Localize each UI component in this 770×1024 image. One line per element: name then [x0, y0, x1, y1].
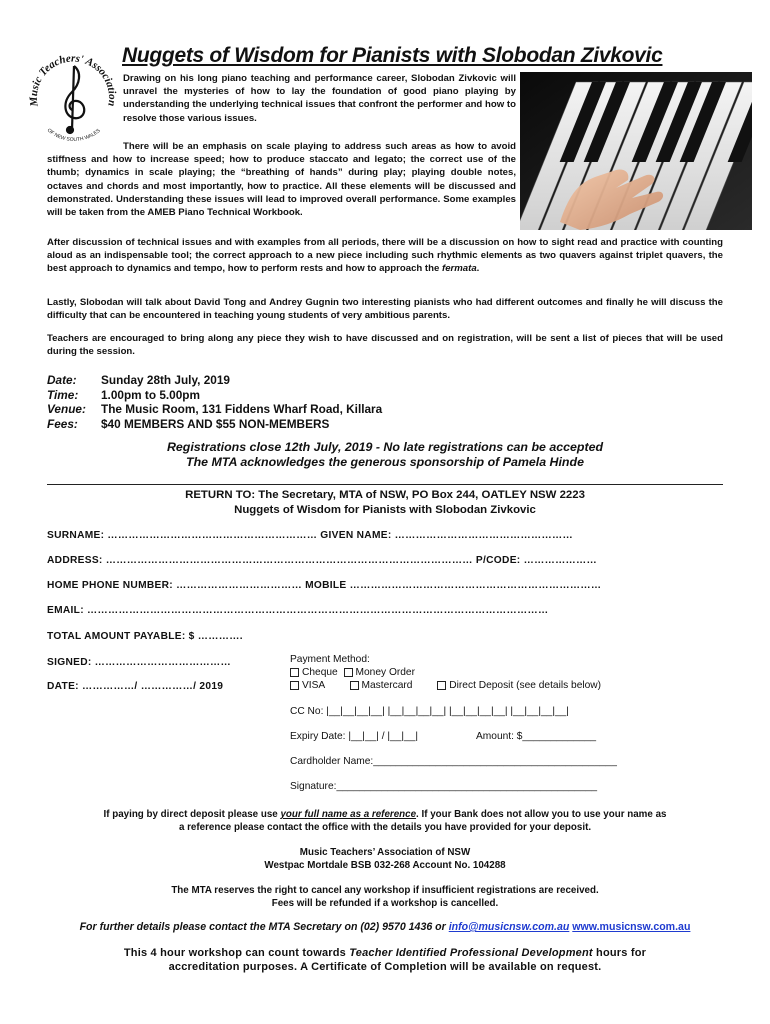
- date-field[interactable]: DATE: ……………/ ……………/ 2019: [47, 681, 224, 692]
- cancellation-policy: [0, 884, 770, 910]
- mastercard-label: Mastercard: [361, 680, 413, 691]
- ctpd-line1: [0, 946, 770, 960]
- contact-footer: [0, 921, 770, 933]
- cheque-checkbox[interactable]: [290, 668, 299, 677]
- phone-field[interactable]: HOME PHONE NUMBER: ……………………………… MOBILE ………………………………………………………………: [47, 580, 602, 591]
- detail-label: Date:: [47, 373, 77, 387]
- after-discussion-paragraph: [47, 236, 723, 276]
- registration-note: [0, 440, 770, 470]
- deposit-note-line1: [0, 808, 770, 821]
- registration-close: Registrations close 12th July, 2019 - No late registrations can be accepted: [166, 440, 604, 454]
- cancel-line1: The MTA reserves the right to cancel any workshop if insufficient registrations are received.: [171, 885, 599, 896]
- mta-logo: [24, 44, 122, 142]
- detail-label: Fees:: [47, 416, 78, 431]
- deposit-note-text-after: . If your Bank does not allow you to use your name as: [416, 809, 667, 820]
- direct-deposit-checkbox[interactable]: [437, 681, 446, 690]
- money-order-checkbox[interactable]: [344, 668, 353, 677]
- ctpd-text: This 4 hour workshop can count towards: [123, 947, 350, 959]
- expiry-field[interactable]: Expiry Date: |__|__| / |__|__|: [290, 731, 419, 742]
- logo-base-text: OF NEW SOUTH WALES: [45, 127, 102, 142]
- cheque-label: Cheque: [302, 667, 338, 678]
- money-order-label: Money Order: [355, 667, 415, 678]
- fermata-word: fermata: [442, 263, 477, 275]
- teachers-paragraph: Teachers are encouraged to bring along any piece they wish to have discussed and on registration, will be sent a list of pieces that will be used during the session.: [47, 333, 723, 358]
- return-address: [0, 488, 770, 517]
- email-link[interactable]: info@musicnsw.com.au: [448, 921, 570, 933]
- mastercard-checkbox[interactable]: [350, 681, 359, 690]
- detail-value: The Music Room, 131 Fiddens Wharf Road, Killara: [101, 402, 383, 417]
- after-discussion-text: After discussion of technical issues and with examples from all periods, there will be a discussion on how to sight read and practice with counting aloud as an indispensable tool; the correct approach to a new piece including such rhythmic elements as two quavers against triplet quavers, the best approach to dynamics and tempo, how to perform rests and how to approach the: [47, 237, 723, 275]
- cc-number-field[interactable]: CC No: |__|__|__|__| |__|__|__|__| |__|__|__|__| |__|__|__|__|: [290, 706, 569, 717]
- contact-text: For further details please contact the MTA Secretary on (02) 9570 1436 or: [79, 921, 449, 933]
- emphasis-paragraph: There will be an emphasis on scale playing to address such areas as how to avoid stiffness and how to increase speed; how to produce staccato and legato; the correct use of the thumb; dynamics in scale playing; the “breathing of hands” during play; playing double notes, octaves and chords and most importantly, how to practice. All these elements will be discussed and demonstrated. Understanding these issues will lead to improved overall performance. Some examples will be taken from the AMEB Piano Technical Workbook.: [47, 141, 516, 219]
- detail-row: [47, 402, 382, 417]
- piano-hand-image: [520, 72, 752, 230]
- cardholder-field[interactable]: Cardholder Name:___________________________________________: [290, 756, 617, 767]
- cancel-line2: Fees will be refunded if a workshop is cancelled.: [271, 898, 499, 909]
- address-field[interactable]: ADDRESS: …………………………………………………………………………………………… P/CODE: …………………: [47, 555, 598, 566]
- deposit-note-line2: a reference please contact the office with the details you have provided for your deposit.: [178, 822, 592, 833]
- payment-method-label: Payment Method:: [290, 654, 370, 665]
- detail-value: Sunday 28th July, 2019: [101, 373, 230, 387]
- payment-row-1: [290, 666, 415, 679]
- detail-label: Time:: [47, 387, 79, 402]
- detail-value: 1.00pm to 5.00pm: [101, 387, 201, 402]
- bank-account-details: Westpac Mortdale BSB 032-268 Account No. 104288: [264, 860, 506, 871]
- deposit-note: [0, 808, 770, 834]
- bank-details: [0, 846, 770, 872]
- payment-row-2: [290, 679, 601, 692]
- detail-value: $40 MEMBERS AND $55 NON-MEMBERS: [101, 416, 330, 431]
- logo-arc-text: Music Teachers' Association: [27, 52, 119, 108]
- bank-account-name: Music Teachers’ Association of NSW: [299, 847, 471, 858]
- ctpd-text-after: hours for: [592, 947, 647, 959]
- total-amount-field[interactable]: TOTAL AMOUNT PAYABLE: $ ………….: [47, 631, 243, 642]
- event-details: [47, 373, 382, 431]
- return-to: RETURN TO: The Secretary, MTA of NSW, PO Box 244, OATLEY NSW 2223: [185, 489, 585, 501]
- ctpd-emphasis: Teacher Identified Professional Development: [349, 947, 593, 959]
- email-field[interactable]: EMAIL: ……………………………………………………………………………………………………………………: [47, 605, 549, 616]
- deposit-note-text: If paying by direct deposit please use: [103, 809, 281, 820]
- detail-row: [47, 417, 382, 432]
- sponsorship-note: The MTA acknowledges the generous sponsorship of Pamela Hinde: [186, 455, 584, 469]
- detail-label: Venue:: [47, 402, 86, 417]
- visa-label: VISA: [302, 680, 325, 691]
- signature-field[interactable]: Signature:______________________________________________: [290, 781, 598, 792]
- after-discussion-end: .: [476, 263, 480, 275]
- deposit-reference-emphasis: your full name as a reference: [280, 809, 417, 820]
- website-link[interactable]: www.musicnsw.com.au: [572, 921, 691, 933]
- ctpd-line2: accreditation purposes. A Certificate of Completion will be available on request.: [168, 961, 602, 973]
- divider: [47, 484, 723, 485]
- intro-paragraph: Drawing on his long piano teaching and performance career, Slobodan Zivkovic will unravel the mysteries of how to lay the foundation of good piano playing by understanding the underlying technical issues that confront the performer and how to resolve those various issues.: [123, 73, 516, 124]
- treble-clef-icon: [65, 66, 84, 133]
- detail-row: [47, 388, 382, 403]
- page-title: Nuggets of Wisdom for Pianists with Slobodan Zivkovic: [122, 44, 663, 67]
- lastly-paragraph: Lastly, Slobodan will talk about David Tong and Andrey Gugnin two interesting pianists who had different outcomes and finally he will discuss the difficulty that can be encountered in teaching young students of very ambitious parents.: [47, 297, 723, 322]
- surname-field[interactable]: SURNAME: …………………………………………………… GIVEN NAME: ……………………………………………: [47, 530, 573, 541]
- form-subtitle: Nuggets of Wisdom for Pianists with Slobodan Zivkovic: [234, 503, 536, 516]
- signed-field[interactable]: SIGNED: …………………………………: [47, 657, 232, 668]
- amount-field[interactable]: Amount: $_____________: [476, 731, 597, 742]
- detail-row: [47, 373, 382, 388]
- ctpd-note: [0, 946, 770, 974]
- visa-checkbox[interactable]: [290, 681, 299, 690]
- direct-deposit-label: Direct Deposit (see details below): [449, 680, 602, 691]
